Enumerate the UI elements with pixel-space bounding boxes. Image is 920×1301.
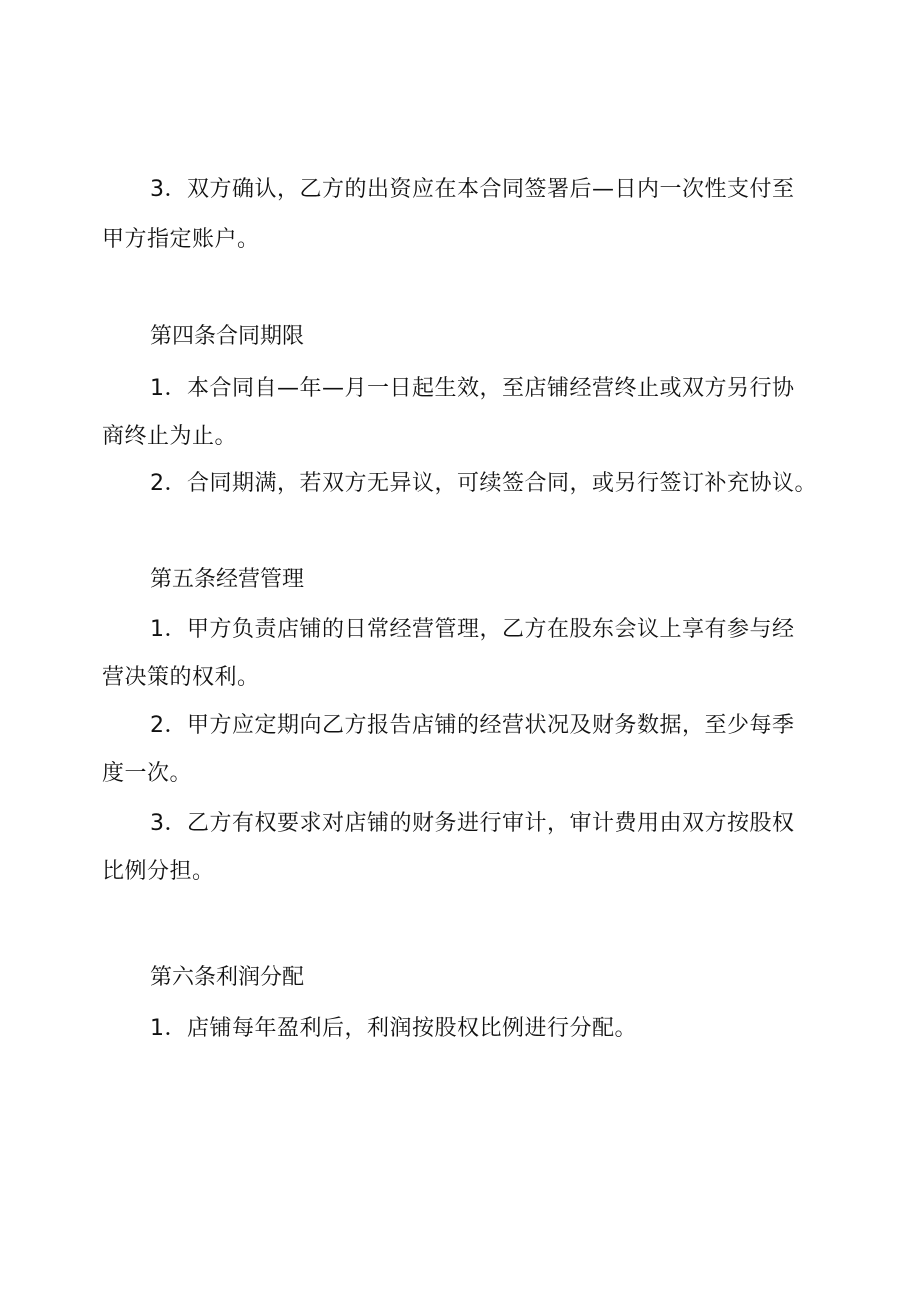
article-4-item-1-line-2: 商终止为止。 (102, 424, 238, 449)
article-5-item-1-line-1: 1．甲方负责店铺的日常经营管理，乙方在股东会议上享有参与经 (150, 617, 795, 642)
clause-3-line-2: 甲方指定账户。 (102, 227, 260, 252)
article-4-item-1-line-1: 1．本合同自—年—月一日起生效，至店铺经营终止或双方另行协 (150, 376, 795, 401)
article-6-heading: 第六条利润分配 (150, 965, 305, 990)
article-5-item-3-line-2: 比例分担。 (102, 859, 215, 884)
article-5-item-1-line-2: 营决策的权利。 (102, 665, 260, 690)
article-5-item-3-line-1: 3．乙方有权要求对店铺的财务进行审计，审计费用由双方按股权 (150, 811, 795, 836)
article-4-heading: 第四条合同期限 (150, 324, 305, 349)
clause-3-line-1: 3．双方确认，乙方的出资应在本合同签署后—日内一次性支付至 (150, 177, 795, 202)
article-5-heading: 第五条经营管理 (150, 567, 305, 592)
article-4-item-2-line-1: 2．合同期满，若双方无异议，可续签合同，或另行签订补充协议。 (150, 471, 817, 496)
article-6-item-1-line-1: 1．店铺每年盈利后，利润按股权比例进行分配。 (150, 1016, 637, 1041)
article-5-item-2-line-2: 度一次。 (102, 761, 193, 786)
article-5-item-2-line-1: 2．甲方应定期向乙方报告店铺的经营状况及财务数据，至少每季 (150, 713, 795, 738)
